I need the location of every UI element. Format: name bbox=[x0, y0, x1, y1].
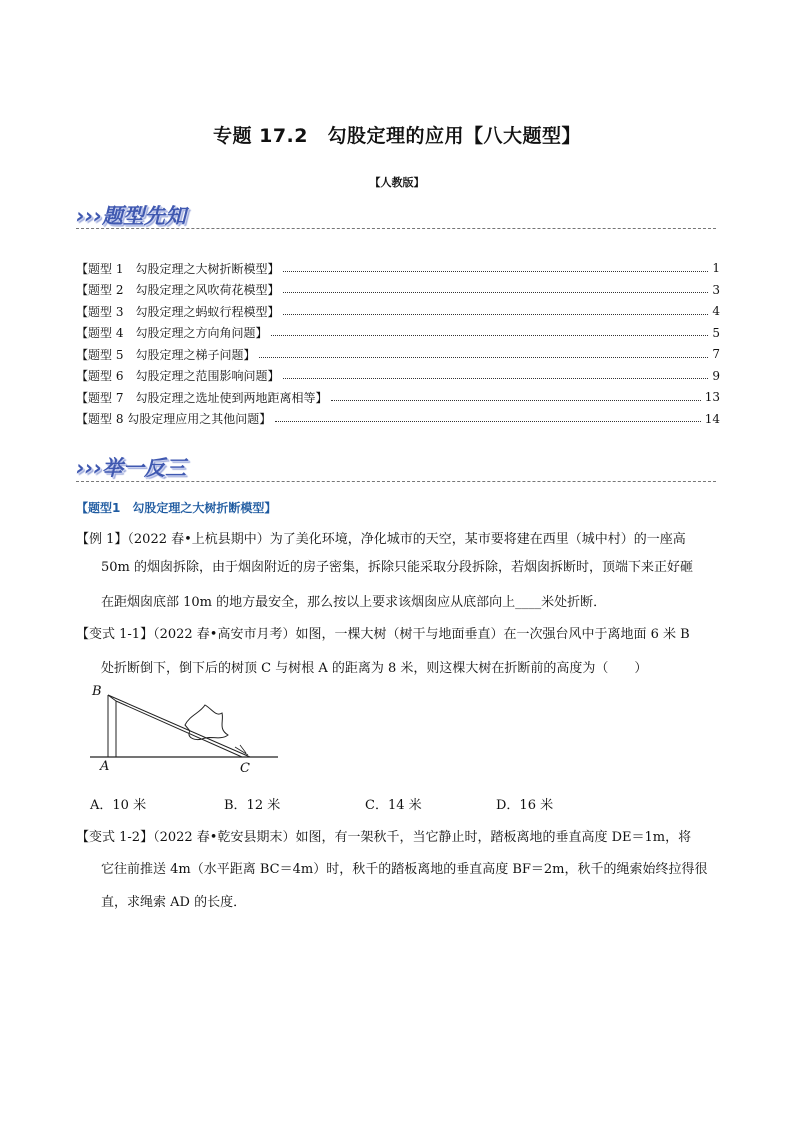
variant12-line-3: 直，求绳索 AD 的长度． bbox=[101, 895, 247, 910]
toc-item-label: 【题型 1 勾股定理之大树折断模型】 bbox=[76, 261, 280, 276]
example1-line-2: 50m 的烟囱拆除，由于烟囱附近的房子密集，拆除只能采取分段拆除，若烟囱拆断时，顶端下来正好砸 bbox=[101, 560, 694, 575]
toc-item-page: 5 bbox=[712, 325, 720, 340]
edition-label: 【人教版】 bbox=[369, 176, 425, 189]
toc-leader-dots bbox=[283, 292, 708, 293]
toc-item[interactable] bbox=[76, 366, 720, 386]
choice-b: B．12 米 bbox=[224, 798, 281, 813]
toc-leader-dots bbox=[283, 314, 708, 315]
toc-item[interactable] bbox=[76, 323, 720, 343]
toc-item-page: 14 bbox=[704, 411, 720, 426]
toc-item-label: 【题型 8 勾股定理应用之其他问题】 bbox=[76, 412, 272, 426]
toc-leader-dots bbox=[275, 421, 700, 422]
broken-tree-figure bbox=[90, 684, 282, 779]
page-title: 专题 17.2 勾股定理的应用【八大题型】 bbox=[213, 125, 581, 147]
toc-item-label: 【题型 6 勾股定理之范围影响问题】 bbox=[76, 369, 280, 383]
banner-preview: ›››题型先知 bbox=[76, 204, 186, 228]
label-b: B bbox=[92, 684, 102, 699]
divider bbox=[76, 481, 716, 482]
example1-line-1: 【例 1】（2022 春•上杭县期中）为了美化环境，净化城市的天空，某市要将建在西里（城中村）的一座高 bbox=[76, 532, 686, 547]
toc-item[interactable] bbox=[76, 280, 720, 300]
section-heading: 【题型1 勾股定理之大树折断模型】 bbox=[76, 501, 277, 515]
toc-item[interactable] bbox=[76, 344, 720, 364]
broken-tree-diagram bbox=[90, 687, 282, 779]
toc-item-label: 【题型 3 勾股定理之蚂蚁行程模型】 bbox=[76, 304, 280, 319]
toc-item[interactable] bbox=[76, 387, 720, 407]
toc-item-label: 【题型 7 勾股定理之选址使到两地距离相等】 bbox=[76, 390, 328, 405]
variant12-line-1: 【变式 1-2】（2022 春•乾安县期末）如图，有一架秋千，当它静止时，踏板离地的垂直高度 DE＝1m，将 bbox=[76, 830, 692, 845]
label-a: A bbox=[100, 759, 110, 774]
toc-item[interactable] bbox=[76, 409, 720, 429]
label-c: C bbox=[240, 761, 250, 776]
toc-leader-dots bbox=[271, 335, 708, 336]
toc-item[interactable] bbox=[76, 258, 720, 278]
toc-item-page: 3 bbox=[712, 282, 720, 297]
toc-item-label: 【题型 2 勾股定理之风吹荷花模型】 bbox=[76, 283, 280, 297]
toc-item-page: 1 bbox=[712, 261, 720, 275]
banner-practice: ›››举一反三 bbox=[76, 456, 186, 480]
toc-item-page: 9 bbox=[712, 368, 720, 383]
fallen-trunk-top bbox=[108, 695, 250, 757]
toc-leader-dots bbox=[283, 378, 708, 379]
toc-item-page: 13 bbox=[704, 390, 720, 404]
toc-leader-dots bbox=[283, 271, 708, 272]
variant11-line-2: 处折断倒下，倒下后的树顶 C 与树根 A 的距离为 8 米，则这棵大树在折断前的高度为（ ） bbox=[101, 661, 648, 676]
choice-d: D．16 米 bbox=[496, 798, 554, 813]
choice-a: A．10 米 bbox=[90, 798, 147, 813]
toc-item-label: 【题型 4 勾股定理之方向角问题】 bbox=[76, 326, 268, 340]
toc-item-page: 7 bbox=[712, 347, 720, 361]
example1-line-3: 在距烟囱底部 10m 的地方最安全，那么按以上要求该烟囱应从底部向上____米处折断． bbox=[101, 595, 607, 610]
toc-leader-dots bbox=[259, 357, 708, 358]
toc-item-label: 【题型 5 勾股定理之梯子问题】 bbox=[76, 347, 256, 362]
variant11-line-1: 【变式 1-1】（2022 春•高安市月考）如图，一棵大树（树干与地面垂直）在一次强台风中于离地面 6 米 B bbox=[76, 627, 690, 642]
choice-c: C．14 米 bbox=[365, 798, 422, 813]
toc-item-page: 4 bbox=[712, 304, 720, 318]
toc-leader-dots bbox=[331, 400, 700, 401]
variant12-line-2: 它往前推送 4m（水平距离 BC＝4m）时，秋千的踏板离地的垂直高度 BF＝2m，秋千的绳索始终拉得很 bbox=[101, 862, 708, 877]
divider bbox=[76, 228, 716, 229]
toc-item[interactable] bbox=[76, 301, 720, 321]
